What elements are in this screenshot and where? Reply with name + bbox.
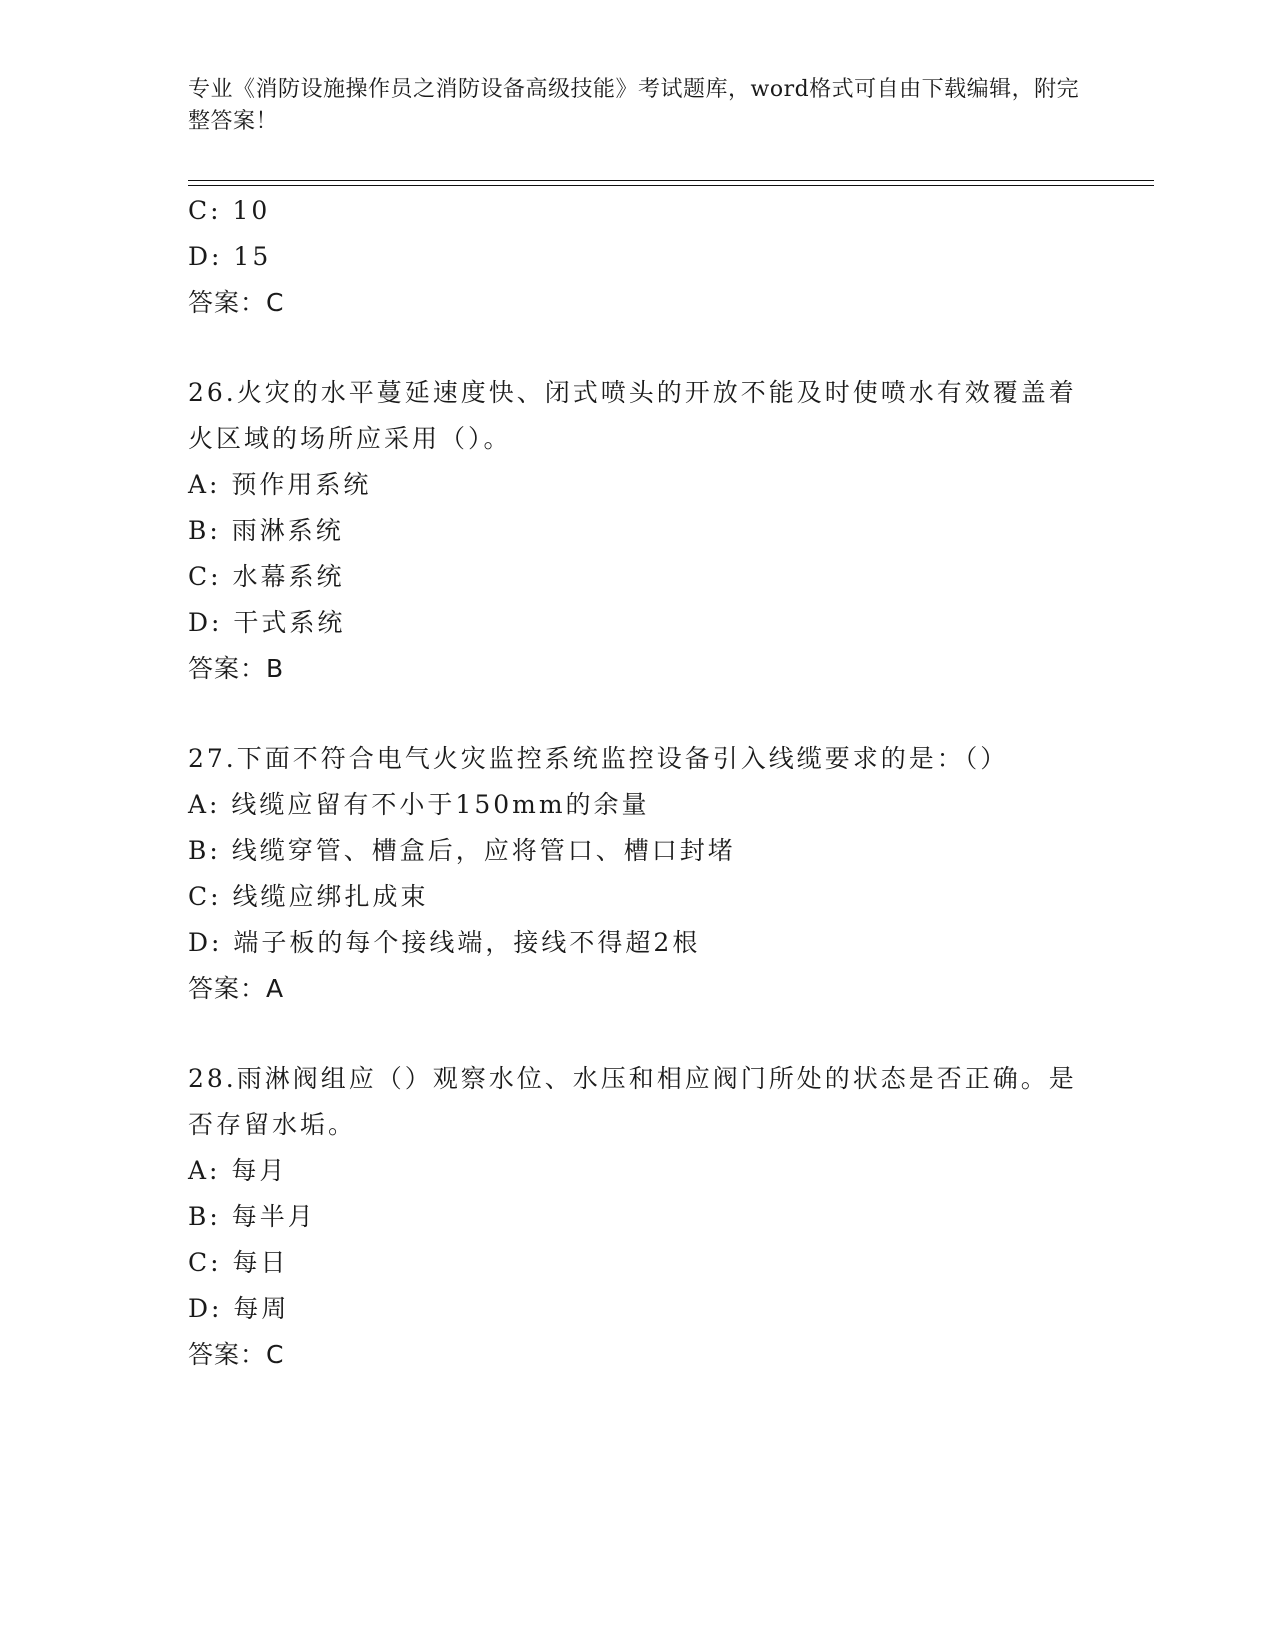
- question-text: 27.下面不符合电气火灾监控系统监控设备引入线缆要求的是：（）: [188, 744, 1009, 773]
- question-list: [188, 188, 1148, 1378]
- answer-line: 答案：B: [188, 654, 285, 683]
- question-26: [188, 370, 1148, 692]
- question-27: [188, 736, 1148, 1012]
- option-d: D: 端子板的每个接线端，接线不得超2根: [188, 928, 701, 957]
- option-a: A: 预作用系统: [188, 470, 372, 499]
- option-d: D: 15: [188, 242, 272, 271]
- answer-line: 答案：C: [188, 1340, 285, 1369]
- previous-question-tail: [188, 188, 1148, 326]
- option-c: C: 水幕系统: [188, 562, 345, 591]
- option-a: A: 线缆应留有不小于150mm的余量: [188, 790, 650, 819]
- option-b: B: 线缆穿管、槽盒后，应将管口、槽口封堵: [188, 836, 736, 865]
- header-rule-top: [188, 180, 1154, 181]
- question-text: 28.雨淋阀组应（）观察水位、水压和相应阀门所处的状态是否正确。是否存留水垢。: [188, 1064, 1077, 1139]
- option-a: A: 每月: [188, 1156, 288, 1185]
- option-c: C: 线缆应绑扎成束: [188, 882, 429, 911]
- option-b: B: 每半月: [188, 1202, 316, 1231]
- document-header: 专业《消防设施操作员之消防设备高级技能》考试题库，word格式可自由下载编辑，附完整答案！: [188, 77, 1080, 134]
- question-28: [188, 1056, 1148, 1378]
- option-d: D: 每周: [188, 1294, 290, 1323]
- answer-line: 答案：C: [188, 288, 285, 317]
- header-rule-bottom: [188, 185, 1154, 186]
- answer-line: 答案：A: [188, 974, 285, 1003]
- option-c: C: 每日: [188, 1248, 289, 1277]
- option-b: B: 雨淋系统: [188, 516, 344, 545]
- question-text: 26.火灾的水平蔓延速度快、闭式喷头的开放不能及时使喷水有效覆盖着火区域的场所应采用（）。: [188, 378, 1077, 453]
- option-c: C: 10: [188, 196, 271, 225]
- option-d: D: 干式系统: [188, 608, 346, 637]
